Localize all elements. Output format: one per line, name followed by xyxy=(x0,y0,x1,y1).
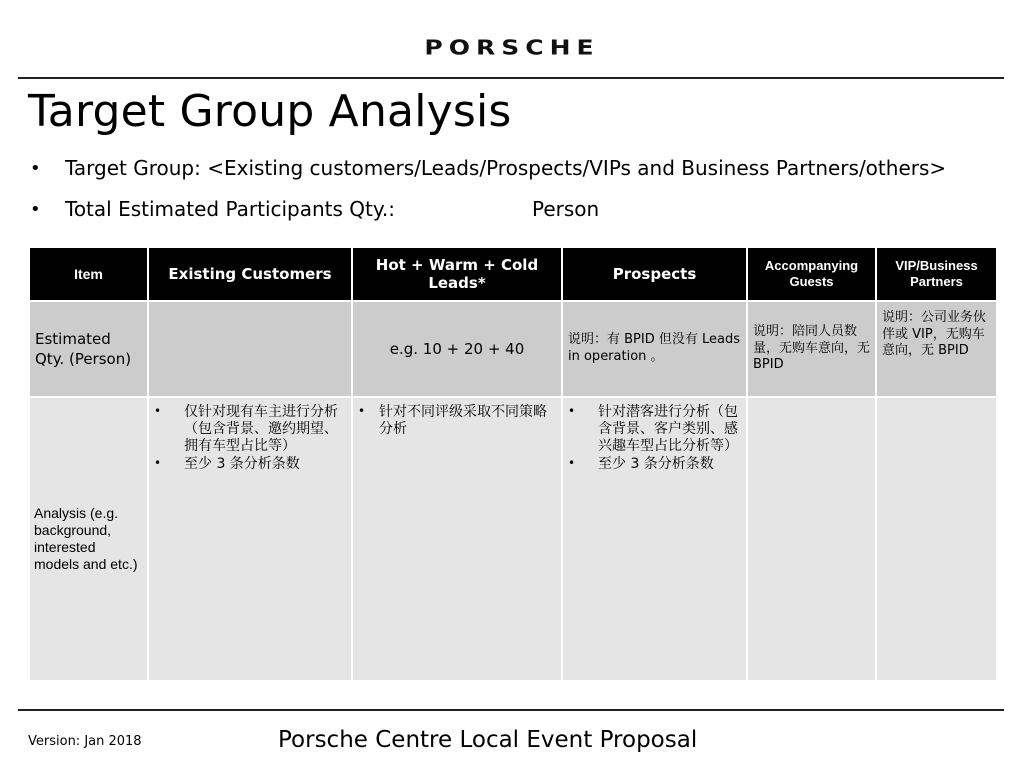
footer-divider xyxy=(18,709,1004,711)
qty-vip-cell: 说明：公司业务伙伴或 VIP，无购车意向，无 BPID xyxy=(876,301,997,397)
analysis-leads-cell xyxy=(352,397,562,681)
analysis-prospects-list xyxy=(564,404,745,473)
analysis-prospects-cell xyxy=(562,397,747,681)
qty-prospects-cell: 说明：有 BPID 但没有 Leads in operation 。 xyxy=(562,301,747,397)
porsche-logo: PORSCHE xyxy=(424,35,600,60)
list-bullet: • xyxy=(568,456,576,471)
analysis-leads-list xyxy=(354,404,560,438)
list-bullet: • xyxy=(154,404,162,418)
header-accompanying-guests: Accompanying Guests xyxy=(747,247,876,301)
list-item: • 仅针对现有车主进行分析（包含背景、邀约期望、拥有车型占比等） xyxy=(154,404,338,454)
qty-accompanying-cell: 说明：陪同人员数量，无购车意向，无 BPID xyxy=(747,301,876,397)
header-vip-partners: VIP/Business Partners xyxy=(876,247,997,301)
participants-label: Total Estimated Participants Qty.: xyxy=(65,197,395,221)
table-row xyxy=(29,397,997,681)
header-divider xyxy=(18,77,1004,79)
list-bullet: • xyxy=(568,404,576,418)
version-label: Version: Jan 2018 xyxy=(28,734,142,749)
bullet-target-group xyxy=(30,156,1024,197)
target-group-text: Target Group: <Existing customers/Leads/Prospects/VIPs and Business Partners/others> xyxy=(65,156,947,180)
footer-title: Porsche Centre Local Event Proposal xyxy=(278,727,698,753)
analysis-existing-list xyxy=(150,404,350,473)
table-header-row xyxy=(29,247,997,301)
summary-bullets xyxy=(30,156,1024,238)
page-title: Target Group Analysis xyxy=(28,86,512,137)
list-bullet: • xyxy=(358,404,366,418)
participants-unit: Person xyxy=(532,197,600,221)
bullet-marker: • xyxy=(30,199,41,220)
header-prospects: Prospects xyxy=(562,247,747,301)
list-item: • 针对不同评级采取不同策略分析 xyxy=(358,404,547,437)
analysis-existing-cell xyxy=(148,397,352,681)
bullet-marker: • xyxy=(30,158,41,179)
qty-leads-cell: e.g. 10 + 20 + 40 xyxy=(352,301,562,397)
header-leads: Hot + Warm + Cold Leads* xyxy=(352,247,562,301)
header-existing-customers: Existing Customers xyxy=(148,247,352,301)
header-item: Item xyxy=(29,247,148,301)
list-item: • 至少 3 条分析条数 xyxy=(154,456,300,473)
analysis-vip-cell xyxy=(876,397,997,681)
qty-row-label: Estimated Qty. (Person) xyxy=(29,301,148,397)
target-group-table xyxy=(28,246,998,682)
table-row xyxy=(29,301,997,397)
qty-existing-cell xyxy=(148,301,352,397)
bullet-participants xyxy=(30,197,1024,238)
list-item: • 针对潜客进行分析（包含背景、客户类别、感兴趣车型占比分析等） xyxy=(568,404,738,454)
analysis-accompanying-cell xyxy=(747,397,876,681)
list-item: • 至少 3 条分析条数 xyxy=(568,456,714,473)
list-bullet: • xyxy=(154,456,162,471)
analysis-row-label: Analysis (e.g. background, interested models and etc.) xyxy=(29,397,148,681)
